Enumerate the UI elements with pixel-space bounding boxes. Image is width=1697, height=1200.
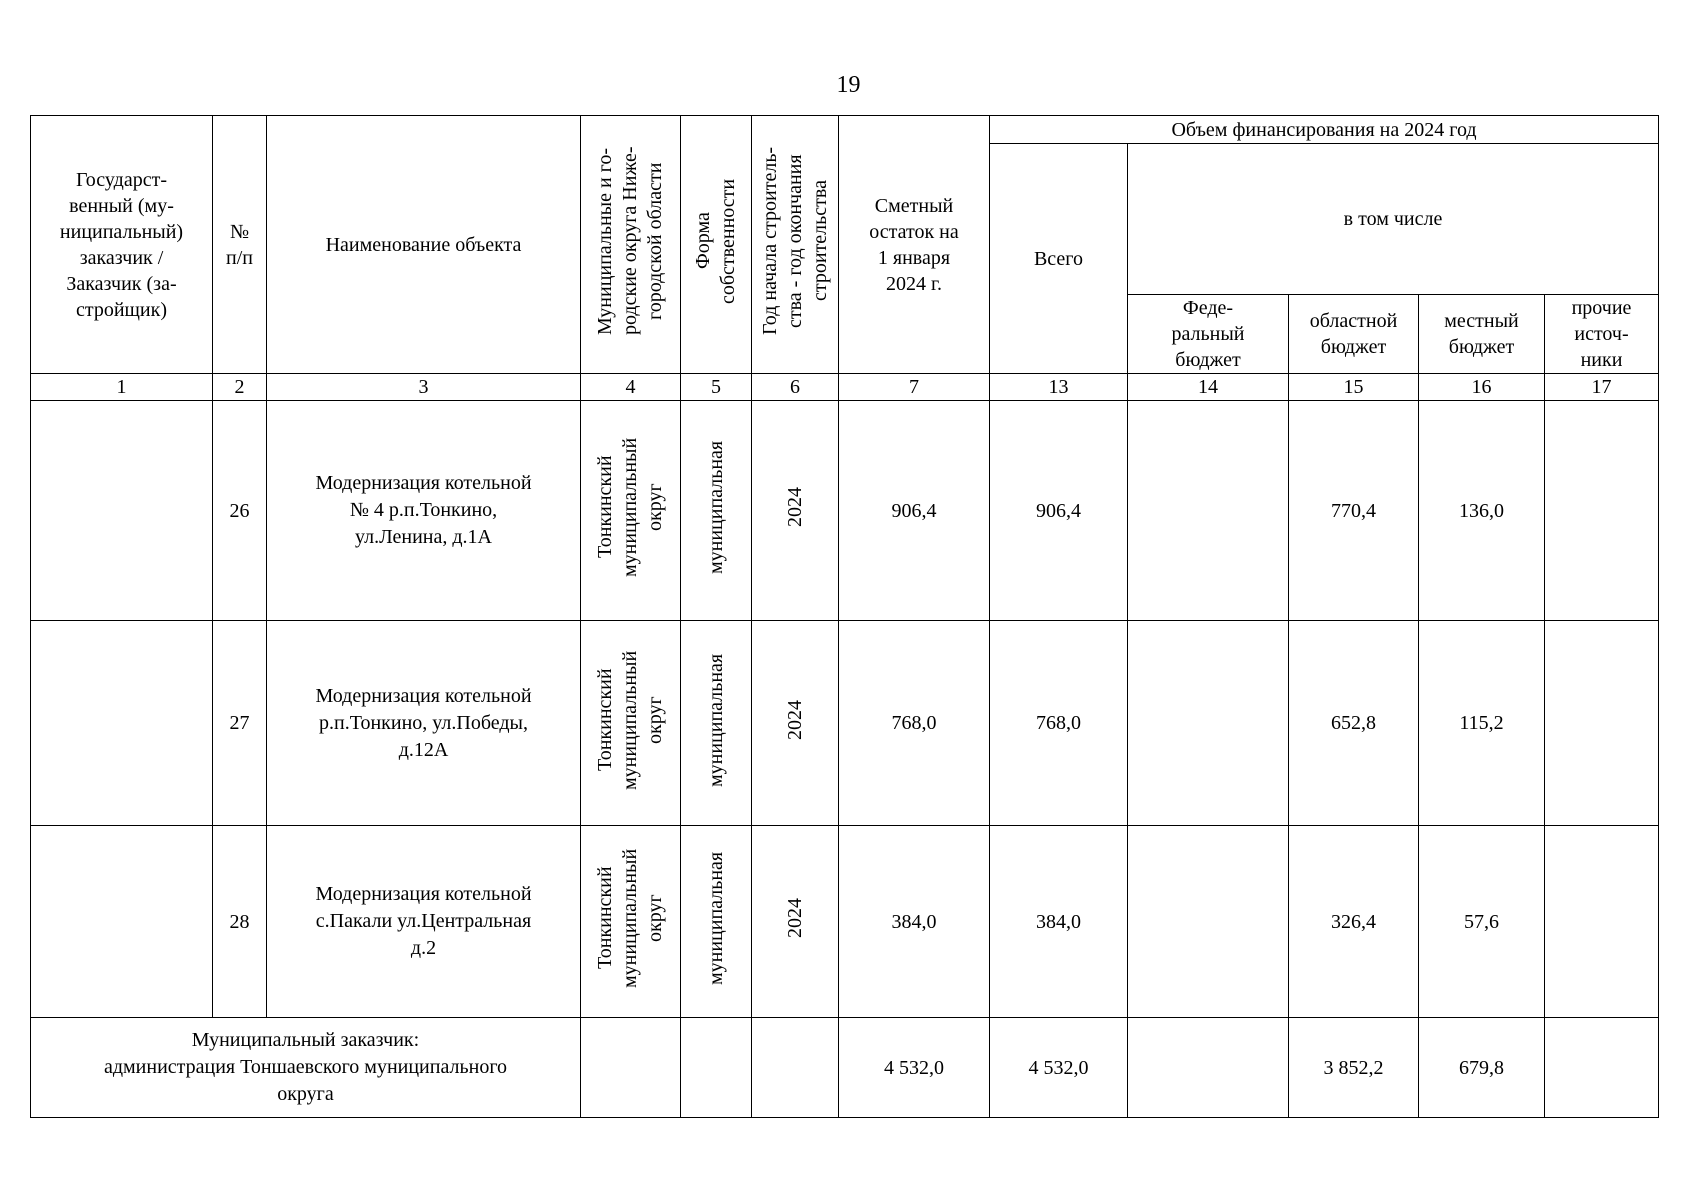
total-cell: 768,0 [990,621,1128,826]
other-cell [1545,621,1659,826]
header-row-number: № п/п [213,116,267,374]
header-ownership: Форма собственности [681,116,752,374]
other-cell [1545,826,1659,1018]
row-number-cell: 27 [213,621,267,826]
years-cell: 2024 [752,826,839,1018]
other-cell [1545,401,1659,621]
federal-cell [1128,401,1289,621]
customer-cell [31,621,213,826]
column-number: 7 [839,374,990,401]
row-number-cell: 26 [213,401,267,621]
estimate-cell: 768,0 [839,621,990,826]
column-number: 2 [213,374,267,401]
header-municipality: Муниципальные и го- родские округа Ниже- городской области [581,116,681,374]
customer-cell [31,401,213,621]
years-cell: 2024 [752,621,839,826]
column-numbers-row [31,374,1659,401]
summary-local-cell: 679,8 [1419,1018,1545,1118]
summary-label-cell: Муниципальный заказчик: администрация Тоншаевского муниципального округа [31,1018,581,1118]
header-estimate-balance: Сметный остаток на 1 января 2024 г. [839,116,990,374]
column-number: 4 [581,374,681,401]
header-local-budget: местный бюджет [1419,295,1545,374]
summary-federal-cell [1128,1018,1289,1118]
header-construction-years: Год начала строитель- ства - год окончания строительства [752,116,839,374]
column-number: 6 [752,374,839,401]
column-number: 13 [990,374,1128,401]
header-total: Всего [990,144,1128,374]
header-customer: Государст- венный (му- ниципальный) заказчик / Заказчик (за- стройщик) [31,116,213,374]
header-financing-volume: Объем финансирования на 2024 год [990,116,1659,144]
local-cell: 57,6 [1419,826,1545,1018]
regional-cell: 326,4 [1289,826,1419,1018]
column-number: 17 [1545,374,1659,401]
estimate-cell: 384,0 [839,826,990,1018]
object-name-cell: Модернизация котельной № 4 р.п.Тонкино, ул.Ленина, д.1А [267,401,581,621]
ownership-cell: муниципальная [681,621,752,826]
federal-cell [1128,826,1289,1018]
summary-years-cell [752,1018,839,1118]
table-row [31,826,1659,1018]
table-row [31,621,1659,826]
financing-table [30,115,1659,1118]
header-other-sources: прочие источ- ники [1545,295,1659,374]
object-name-cell: Модернизация котельной р.п.Тонкино, ул.Победы, д.12А [267,621,581,826]
regional-cell: 652,8 [1289,621,1419,826]
header-including: в том числе [1128,144,1659,295]
header-object-name: Наименование объекта [267,116,581,374]
local-cell: 136,0 [1419,401,1545,621]
summary-row [31,1018,1659,1118]
summary-regional-cell: 3 852,2 [1289,1018,1419,1118]
federal-cell [1128,621,1289,826]
page-number: 19 [836,72,861,98]
header-federal-budget: Феде- ральный бюджет [1128,295,1289,374]
ownership-cell: муниципальная [681,401,752,621]
summary-municipality-cell [581,1018,681,1118]
estimate-cell: 906,4 [839,401,990,621]
column-number: 1 [31,374,213,401]
municipality-cell: Тонкинский муниципальный округ [581,401,681,621]
total-cell: 906,4 [990,401,1128,621]
regional-cell: 770,4 [1289,401,1419,621]
object-name-cell: Модернизация котельной с.Пакали ул.Центральная д.2 [267,826,581,1018]
customer-cell [31,826,213,1018]
municipality-cell: Тонкинский муниципальный округ [581,621,681,826]
header-row-financing [31,116,1659,144]
row-number-cell: 28 [213,826,267,1018]
summary-total-cell: 4 532,0 [990,1018,1128,1118]
table-row [31,401,1659,621]
summary-ownership-cell [681,1018,752,1118]
column-number: 15 [1289,374,1419,401]
column-number: 16 [1419,374,1545,401]
total-cell: 384,0 [990,826,1128,1018]
column-number: 5 [681,374,752,401]
header-regional-budget: областной бюджет [1289,295,1419,374]
summary-other-cell [1545,1018,1659,1118]
local-cell: 115,2 [1419,621,1545,826]
column-number: 14 [1128,374,1289,401]
ownership-cell: муниципальная [681,826,752,1018]
summary-estimate-cell: 4 532,0 [839,1018,990,1118]
municipality-cell: Тонкинский муниципальный округ [581,826,681,1018]
column-number: 3 [267,374,581,401]
years-cell: 2024 [752,401,839,621]
